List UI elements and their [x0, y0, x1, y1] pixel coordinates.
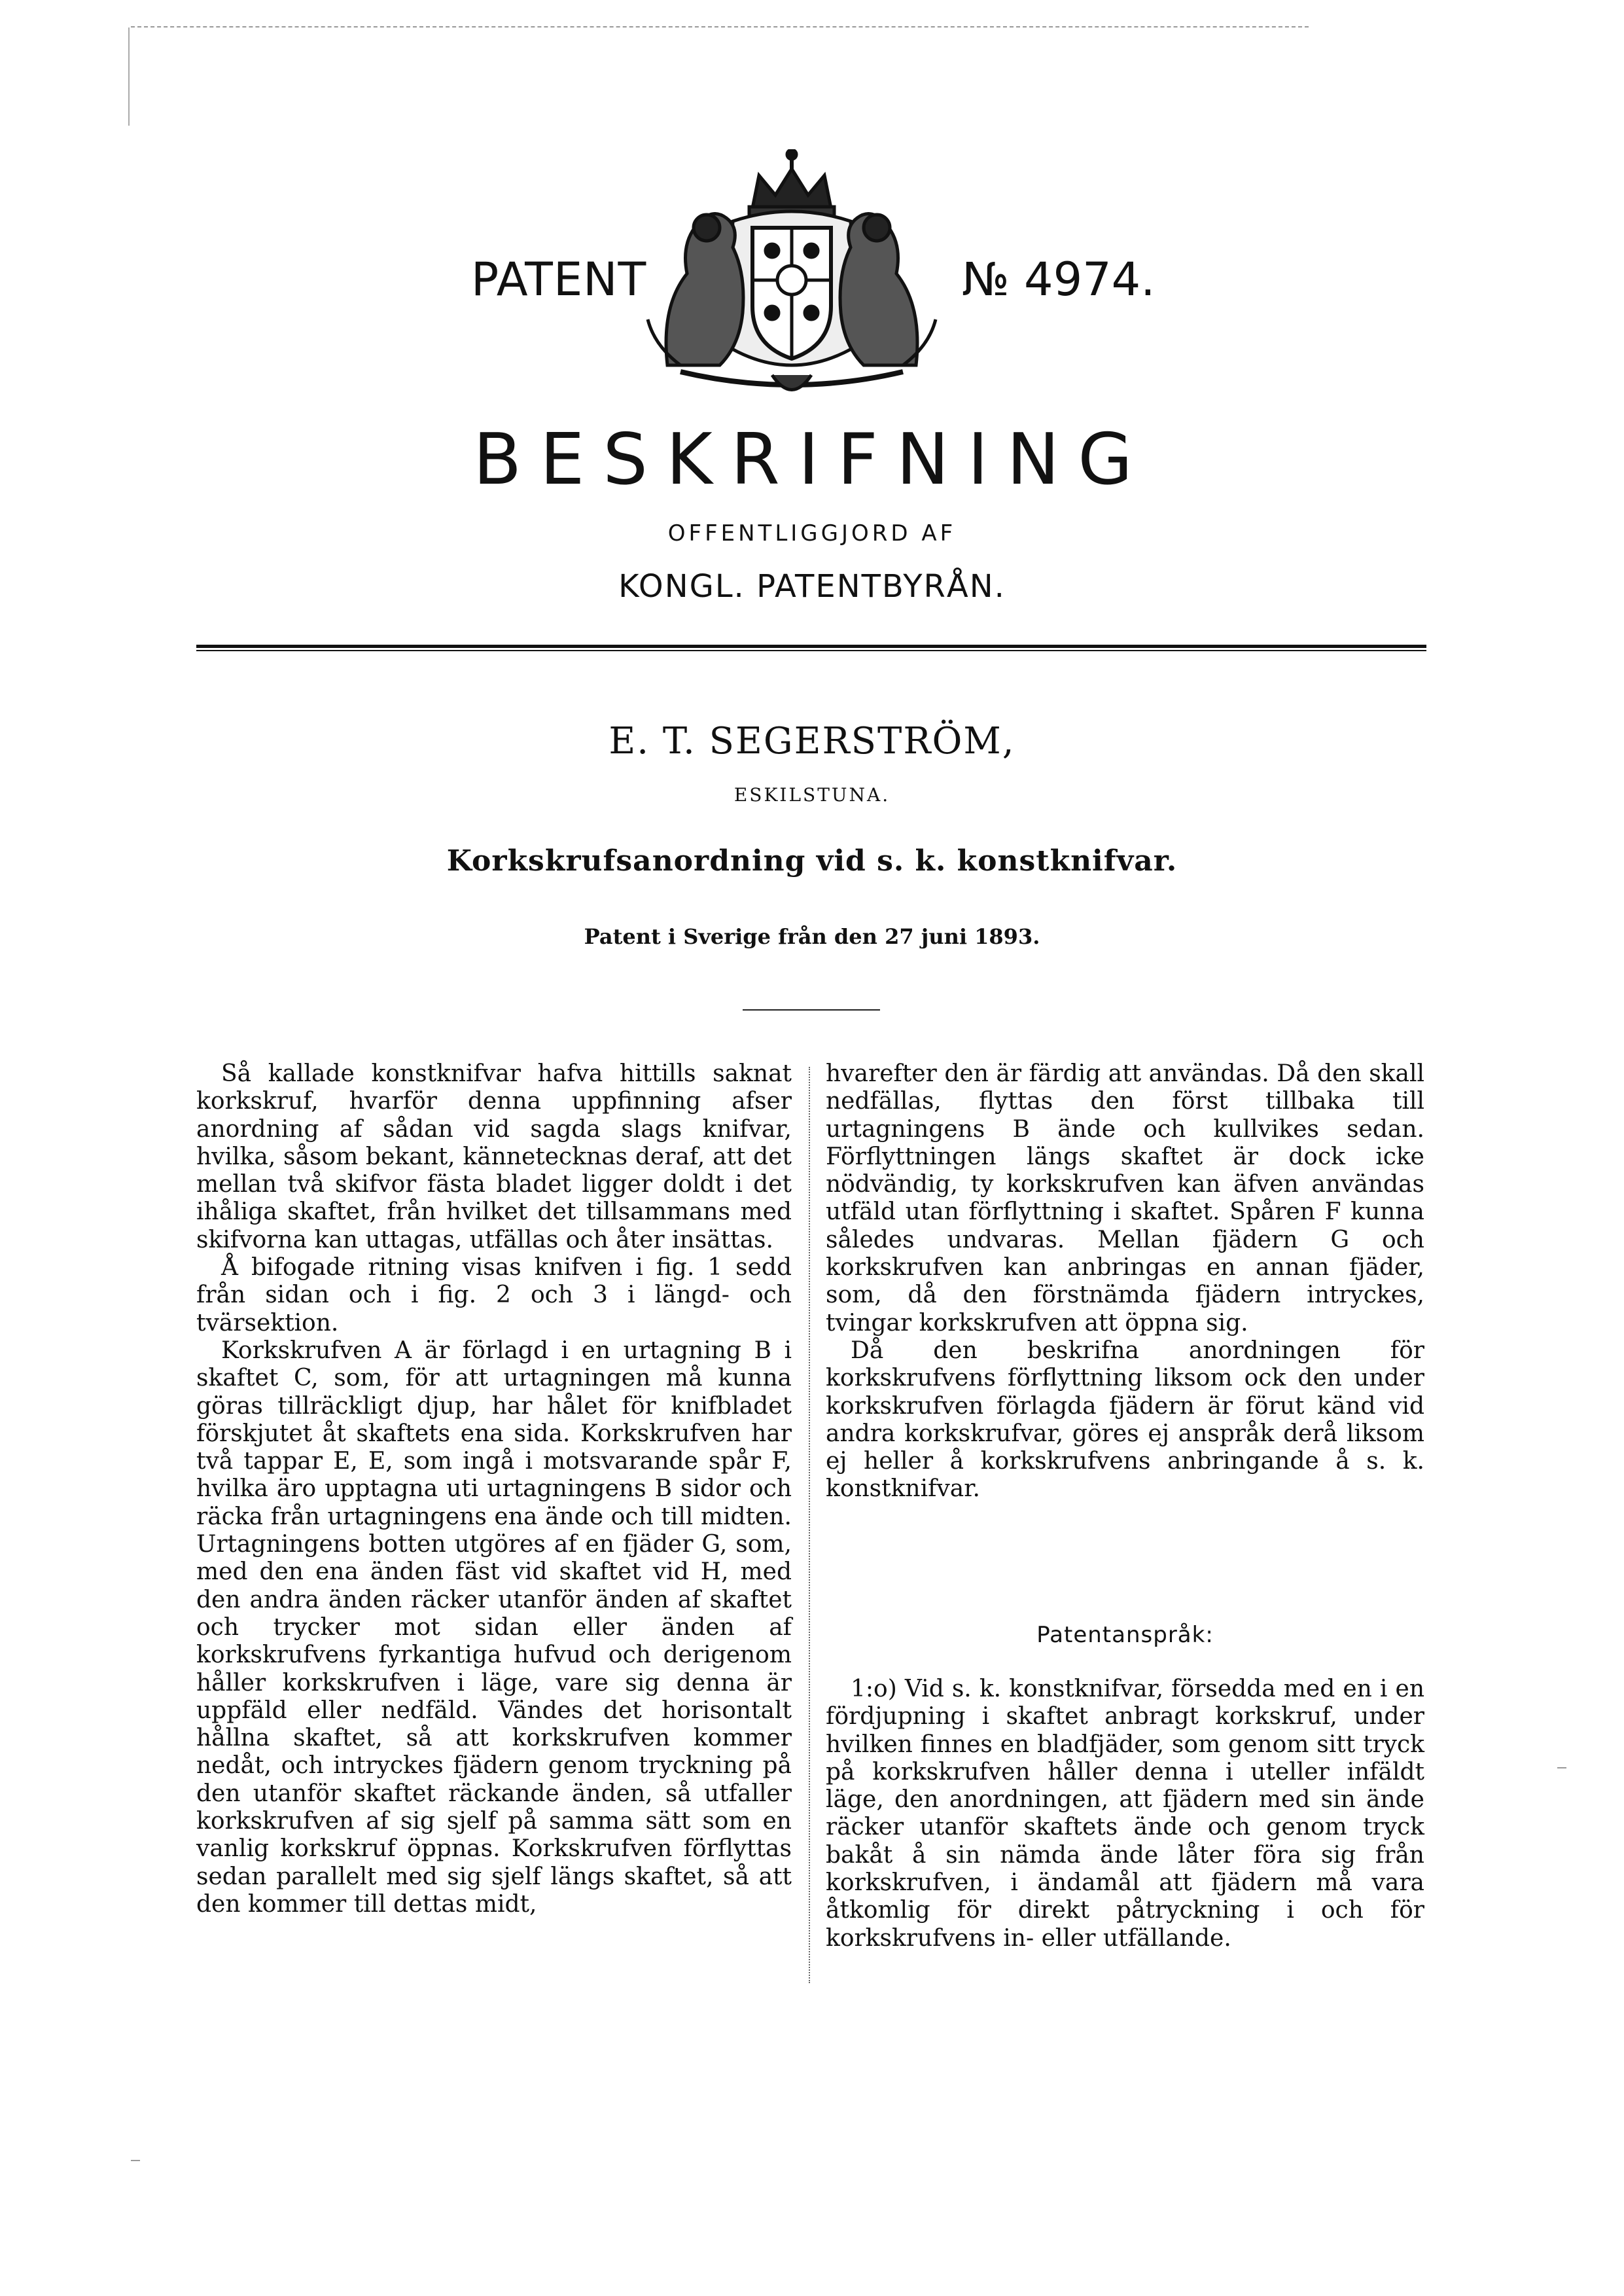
patent-office: KONGL. PATENTBYRÅN. — [618, 568, 1006, 605]
patent-label: PATENT — [471, 253, 647, 306]
claims-section — [826, 1676, 1424, 1952]
invention-title: Korkskrufsanordning vid s. k. konstknifvar. — [446, 844, 1178, 878]
paragraph: hvarefter den är färdig att användas. Då den skall nedfällas, flyttas den först tillbaka till urtagningens B ände och kullvikes sedan. Förflyttningen längs skaftet är dock icke nödvändig, ty korkskrufven kan äfven användas utfäld utan förflyttning i skaftet. Spåren F kunna således undvaras. Mellan fjädern G och korkskrufven kan anbringas en annan fjäder, som, då den förstnämda fjädern intryckes, tvingar korkskrufven att öppna sig. — [826, 1060, 1424, 1336]
paragraph: Då den beskrifna anordningen för korkskrufvens förflyttning liksom ock den under korkskrufven förlagda fjädern är förut känd vid andra korkskrufvar, göres ej anspråk derå liksom ej heller å korkskrufvens anbringande å s. k. konstknifvar. — [826, 1336, 1424, 1503]
scan-mark — [1557, 1767, 1566, 1768]
inventor-city: ESKILSTUNA. — [733, 784, 891, 806]
document-title: BESKRIFNING — [473, 419, 1151, 501]
paragraph: Korkskrufven A är förlagd i en urtagning B i skaftet C, som, för att urtagningen må kunna göras tillräckligt djup, har hålet för knifbladet förskjutet åt skaftets ena sida. Korkskrufven har två tappar E, E, som ingå i motsvarande spår F, hvilka äro upptagna uti urtagningens B sidor och räcka från urtagningens ena ände och till midten. Urtagningens botten utgöres af en fjäder G, som, med den ena änden fäst vid skaftet vid H, med den andra änden räcker utanför änden af skaftet och trycker mot sidan eller änden af korkskrufvens fyrkantiga hufvud och derigenom håller korkskrufven i läge, vare sig denna är uppfäld eller nedfäld. Vändes det horisontalt hållna skaftet, så att korkskrufven kommer nedåt, och intryckes fjädern genom tryckning på den utanför skaftet räckande änden, så utfaller korkskrufven af sig sjelf på samma sätt som en vanlig korkskruf öppnas. Korkskrufven förflyttas sedan parallelt med sig sjelf längs skaftet, så att den kommer till dettas midt, — [196, 1336, 792, 1918]
scan-mark — [131, 2160, 140, 2161]
section-rule — [743, 1009, 880, 1011]
body-column-right — [826, 1060, 1424, 1503]
inventor-name: E. T. SEGERSTRÖM, — [609, 720, 1015, 762]
body-column-left — [196, 1060, 792, 1918]
header-rule — [196, 645, 1426, 648]
patent-date: Patent i Sverige från den 27 juni 1893. — [584, 924, 1040, 949]
paragraph: Så kallade konstknifvar hafva hittills saknat korkskruf, hvarför denna uppfinning afser anordning af sådan vid sagda slags knifvar, hvilka, såsom bekant, kännetecknas deraf, att det mellan två skifvor fästa bladet ligger doldt i det ihåliga skaftet, från hvilket det tillsammans med skifvorna kan uttagas, utfällas och åter insättas. — [196, 1060, 792, 1253]
scan-edge-line — [131, 26, 1309, 29]
header-rule-thin — [196, 650, 1426, 651]
claims-heading: Patentanspråk: — [1036, 1622, 1214, 1648]
claim: 1:o) Vid s. k. konstknifvar, försedda med en i en fördjupning i skaftet anbragt korkskruf, under hvilken finnes en bladfjäder, som genom sitt tryck på korkskrufven håller denna i uteller infäldt läge, den anordningen, att fjädern med sin ände räcker utanför skaftets ände och genom tryck bakåt å sin nämda ände låter föra sig från korkskrufven, i ändamål att fjädern må vara åtkomlig för direkt påtryckning i och för korkskrufvens in- eller utfällande. — [826, 1676, 1424, 1952]
patent-number: № 4974. — [962, 253, 1156, 306]
document-subtitle: OFFENTLIGGJORD AF — [667, 520, 957, 547]
paragraph: Å bifogade ritning visas knifven i fig. 1 sedd från sidan och i fig. 2 och 3 i längd- och tvärsektion. — [196, 1254, 792, 1336]
scan-edge-mark — [128, 27, 130, 126]
column-divider — [809, 1067, 811, 1983]
coat-of-arms-icon — [641, 149, 942, 404]
